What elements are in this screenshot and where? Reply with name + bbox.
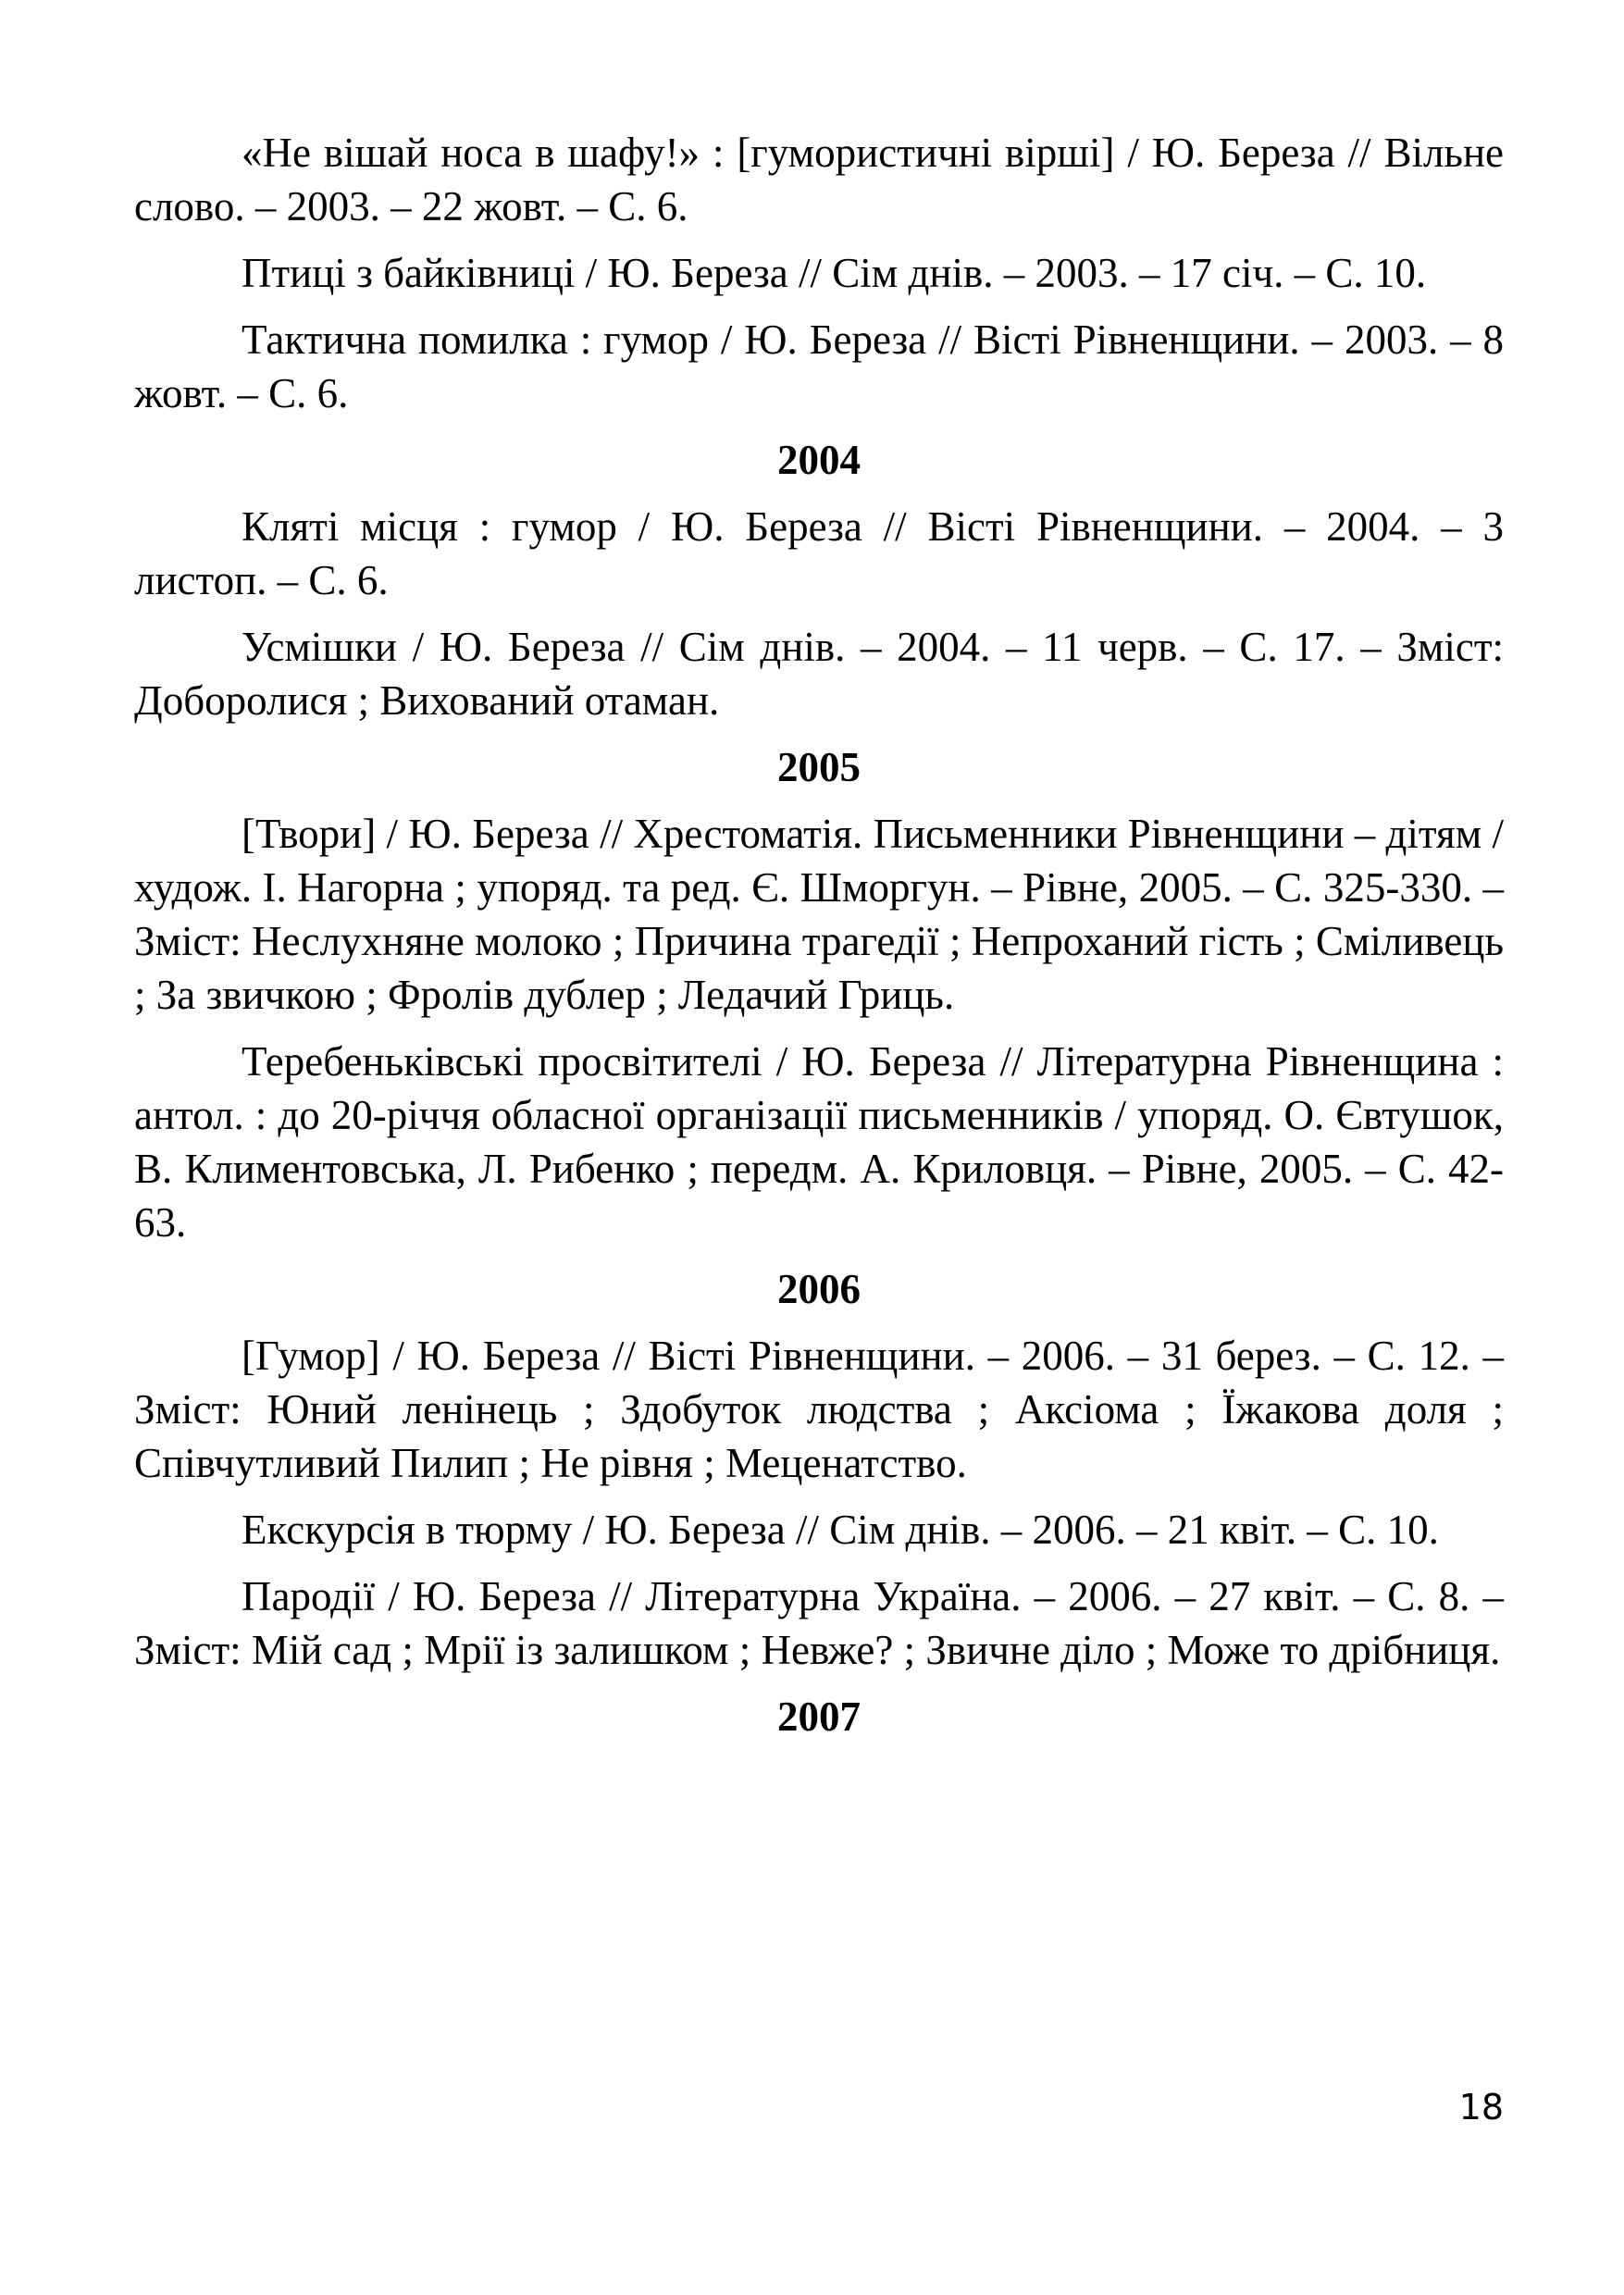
bibliography-entry: Птиці з байківниці / Ю. Береза // Сім днів. – 2003. – 17 січ. – С. 10. xyxy=(242,250,1427,296)
bibliography-entry: Тактична помилка : гумор / Ю. Береза // Вісті Рівненщини. – 2003. – 8 жовт. – С. 6. xyxy=(134,316,1504,416)
bibliography-entry: [Твори] / Ю. Береза // Хрестоматія. Письменники Рівненщини – дітям / худож. І. Нагорна ; упоряд. та ред. Є. Шморгун. – Рівне, 2005. – С. 325-330. – Зміст: Неслухняне молоко ; Причина трагедії ; Непроханий гість ; Сміливець ; За звичкою ; Фролів дублер ; Ледачий Гриць. xyxy=(134,811,1504,1018)
bibliography-entry: «Не вішай носа в шафу!» : [гумористичні вірші] / Ю. Береза // Вільне слово. – 2003. – 22 жовт. – С. 6. xyxy=(134,130,1504,230)
bibliography-page xyxy=(134,126,1504,1756)
year-heading: 2006 xyxy=(777,1266,861,1312)
bibliography-entry: Усмішки / Ю. Береза // Сім днів. – 2004. – 11 черв. – С. 17. – Зміст: Доборолися ; Вихований отаман. xyxy=(134,624,1504,724)
year-heading: 2007 xyxy=(777,1693,861,1740)
bibliography-entry: Кляті місця : гумор / Ю. Береза // Вісті Рівненщини. – 2004. – 3 листоп. – С. 6. xyxy=(134,503,1504,603)
bibliography-entry: Теребеньківські просвітителі / Ю. Береза // Літературна Рівненщина : антол. : до 20-річчя обласної організації письменників / упоряд. О. Євтушок, В. Климентовська, Л. Рибенко ; передм. А. Криловця. – Рівне, 2005. – С. 42-63. xyxy=(134,1038,1504,1246)
bibliography-entry: Екскурсія в тюрму / Ю. Береза // Сім днів. – 2006. – 21 квіт. – С. 10. xyxy=(242,1507,1439,1553)
page-number: 18 xyxy=(1458,2087,1504,2128)
bibliography-entry: Пародії / Ю. Береза // Літературна Україна. – 2006. – 27 квіт. – С. 8. – Зміст: Мій сад ; Мрії із залишком ; Невже? ; Звичне діло ; Може то дрібниця. xyxy=(134,1573,1504,1673)
year-heading: 2005 xyxy=(777,744,861,790)
bibliography-entry: [Гумор] / Ю. Береза // Вісті Рівненщини. – 2006. – 31 берез. – С. 12. – Зміст: Юний ленінець ; Здобуток людства ; Аксіома ; Їжакова доля ; Співчутливий Пилип ; Не рівня ; Меценатство. xyxy=(134,1333,1504,1486)
year-heading: 2004 xyxy=(777,437,861,483)
